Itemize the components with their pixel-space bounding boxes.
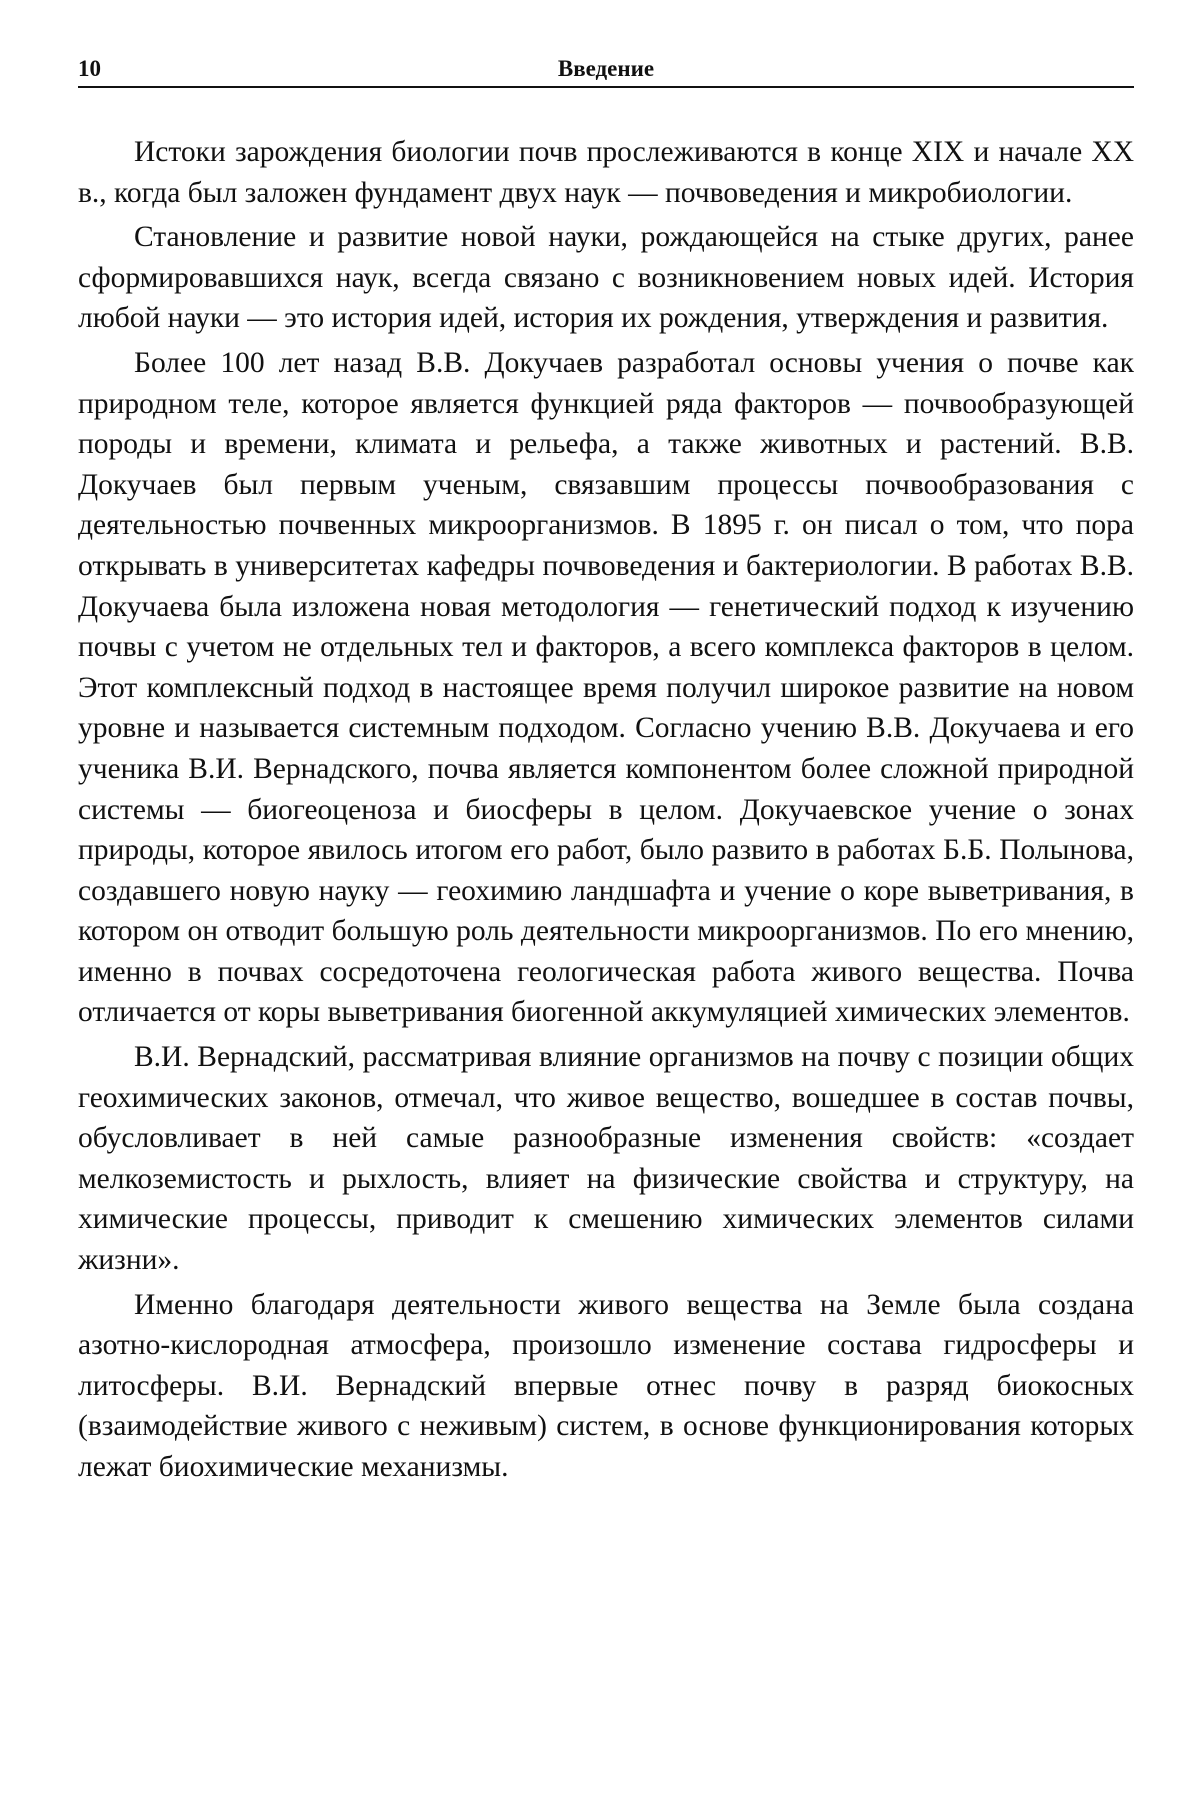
page-number: 10 (78, 56, 101, 81)
paragraph-5: Именно благодаря деятельности живого вещества на Земле была создана азотно-кислородная атмосфера, произошло изменение состава гидросферы и литосферы. В.И. Вернадский впервые отнес почву в разряд биокосных (взаимодействие живого с неживым) систем, в основе функционирования которых лежат биохимические механизмы. (78, 1288, 1134, 1483)
paragraph-4: В.И. Вернадский, рассматривая влияние организмов на почву с позиции общих геохимических законов, отмечал, что живое вещество, вошедшее в состав почвы, обусловливает в ней самые разнообразные изменения свойств: «создает мелкоземистость и рыхлость, влияет на физические свойства и структуру, на химические процессы, приводит к смешению химических элементов силами жизни». (78, 1041, 1134, 1277)
body-text (78, 132, 1134, 1488)
header-rule (78, 86, 1134, 88)
book-page (78, 48, 1134, 1492)
paragraph-2: Становление и развитие новой науки, рождающейся на стыке других, ранее сформировавшихся наук, всегда связано с возникновением новых идей. История любой науки — это история идей, история их рождения, утверждения и развития. (78, 221, 1134, 335)
running-head (78, 48, 1134, 88)
paragraph-3: Более 100 лет назад В.В. Докучаев разработал основы учения о почве как природном теле, которое является функцией ряда факторов — почвообразующей породы и времени, климата и рельефа, а также животных и растений. В.В. Докучаев был первым ученым, связавшим процессы почвообразования с деятельностью почвенных микроорганизмов. В 1895 г. он писал о том, что пора открывать в университетах кафедры почвоведения и бактериологии. В работах В.В. Докучаева была изложена новая методология — генетический подход к изучению почвы с учетом не отдельных тел и факторов, а всего комплекса факторов в целом. Этот комплексный подход в настоящее время получил широкое развитие на новом уровне и называется системным подходом. Согласно учению В.В. Докучаева и его ученика В.И. Вернадского, почва является компонентом более сложной природной системы — биогеоценоза и биосферы в целом. Докучаевское учение о зонах природы, которое явилось итогом его работ, было развито в работах Б.Б. Полынова, создавшего новую науку — геохимию ландшафта и учение о коре выветривания, в котором он отводит большую роль деятельности микроорганизмов. По его мнению, именно в почвах сосредоточена геологическая работа живого вещества. Почва отличается от коры выветривания биогенной аккумуляцией химических элементов. (78, 346, 1134, 1029)
paragraph-1: Истоки зарождения биологии почв прослеживаются в конце XIX и начале XX в., когда был заложен фундамент двух наук — почвоведения и микробиологии. (78, 136, 1134, 209)
running-title: Введение (557, 56, 655, 81)
